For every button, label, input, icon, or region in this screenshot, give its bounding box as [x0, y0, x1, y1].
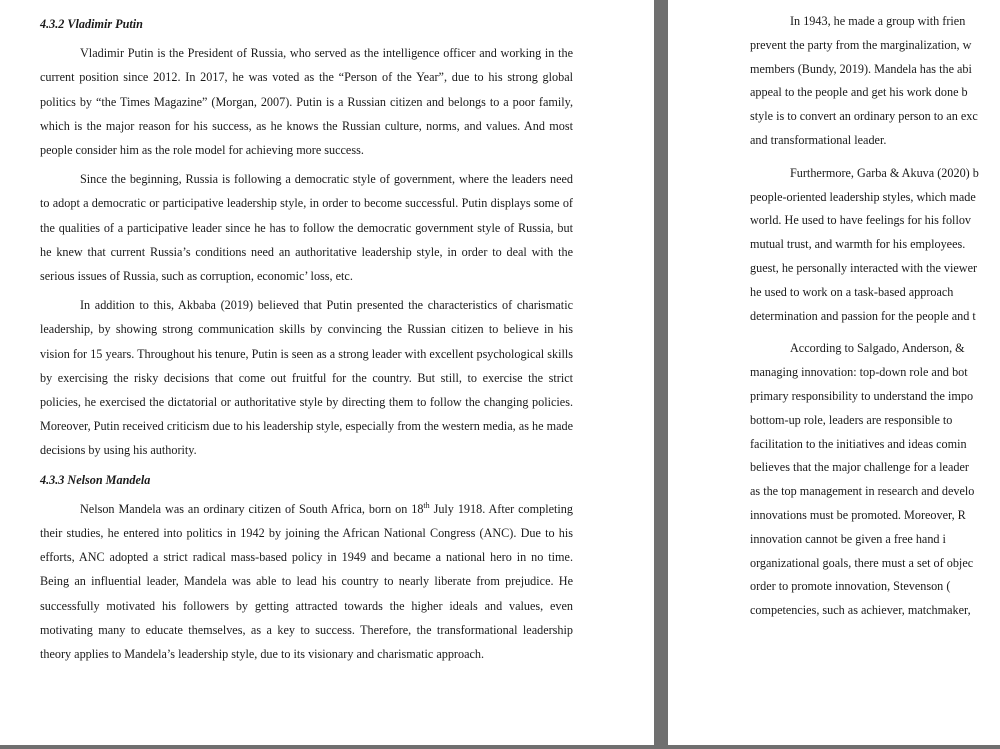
paragraph: Since the beginning, Russia is following a democratic style of government, where the leaders need to adopt a democratic or participative leadership style, in order to become successful. Putin displays some of the qualities of a participative leader since he has to follow the democratic government style of Russia, but he knew that current Russia’s conditions need an authoritative leadership style, in order to deal with the serious issues of Russia, such as corruption, economic’ loss, etc.: [40, 172, 573, 284]
paragraph-mandela: [40, 497, 573, 666]
paragraph-text: Nelson Mandela was an ordinary citizen of South Africa, born on 18: [80, 501, 424, 516]
text-line: he used to work on a task-based approach: [750, 284, 954, 299]
text-line: order to promote innovation, Stevenson (: [750, 579, 951, 594]
paragraph: [750, 337, 1000, 623]
text-line: members (Bundy, 2019). Mandela has the abi: [750, 61, 972, 76]
text-line: organizational goals, there must a set of objec: [750, 555, 974, 570]
paragraph: [750, 162, 1000, 329]
paragraph: [750, 10, 1000, 153]
text-line: and transformational leader.: [750, 132, 887, 147]
text-line: bottom-up role, leaders are responsible to: [750, 412, 953, 427]
text-line: According to Salgado, Anderson, &: [790, 341, 965, 356]
viewer-bottom-edge: [0, 745, 1000, 749]
text-line: guest, he personally interacted with the viewer: [750, 260, 978, 275]
text-line: In 1943, he made a group with frien: [790, 14, 966, 28]
text-line: world. He used to have feelings for his follov: [750, 213, 972, 228]
paragraph: Vladimir Putin is the President of Russia, who served as the intelligence officer and working in the current position since 2012. In 2017, he was voted as the “Person of the Year”, due to his strong global politics by “the Times Magazine” (Morgan, 2007). Putin is a Russian citizen and belongs to a poor family, which is the major reason for his success, as he knows the Russian culture, norms, and values. And most people consider him as the role model for achieving more success.: [40, 46, 573, 158]
text-line: appeal to the people and get his work done b: [750, 85, 968, 100]
paragraph-text: July 1918. After completing their studies, he entered into politics in 1942 by joining the African National Congress (ANC). Due to his efforts, ANC adopted a strict radical mass-based policy in 1949 and became a national hero in no time. Being an influential leader, Mandela was able to lead his country to nearly liberate from prejudice. He successfully motivated his followers by getting attracted towards the higher ideals and values, even motivating many to educate themselves, as a key to success. Therefore, the transformational leadership theory applies to Mandela’s leadership style, due to its visionary and charismatic approach.: [40, 501, 573, 662]
page-left-content: [40, 12, 573, 666]
text-line: prevent the party from the marginalization, w: [750, 37, 972, 52]
text-line: as the top management in research and develo: [750, 484, 975, 499]
section-heading-putin: 4.3.2 Vladimir Putin: [40, 17, 143, 31]
page-gap: [654, 0, 668, 749]
text-line: people-oriented leadership styles, which made: [750, 189, 976, 204]
text-line: Furthermore, Garba & Akuva (2020) b: [790, 165, 979, 180]
text-line: style is to convert an ordinary person to an exc: [750, 109, 978, 124]
text-line: determination and passion for the people and t: [750, 308, 976, 323]
page-right-content: [750, 10, 1000, 632]
text-line: facilitation to the initiatives and ideas comin: [750, 436, 967, 451]
text-line: managing innovation: top-down role and bot: [750, 365, 968, 380]
text-line: innovations must be promoted. Moreover, R: [750, 507, 966, 522]
text-line: primary responsibility to understand the impo: [750, 388, 974, 403]
text-line: innovation cannot be given a free hand i: [750, 531, 946, 546]
superscript: th: [423, 500, 430, 510]
paragraph: In addition to this, Akbaba (2019) believed that Putin presented the characteristics of charismatic leadership, by showing strong communication skills by convincing the Russian citizen to believe in his vision for 15 years. Throughout his tenure, Putin is seen as a strong leader with excellent psychological skills by exercising the risky decisions that come out fruitful for the country. But still, to exercise the strict policies, he exercised the dictatorial or authoritative style by directing them to follow the changing policies. Moreover, Putin received criticism due to his leadership style, especially from the western media, as he made decisions by using his authority.: [40, 298, 573, 458]
text-line: competencies, such as achiever, matchmaker,: [750, 603, 971, 618]
text-line: mutual trust, and warmth for his employees.: [750, 237, 966, 252]
document-page-right: [668, 0, 1000, 745]
section-heading-mandela: 4.3.3 Nelson Mandela: [40, 472, 151, 487]
text-line: believes that the major challenge for a leader: [750, 460, 969, 475]
